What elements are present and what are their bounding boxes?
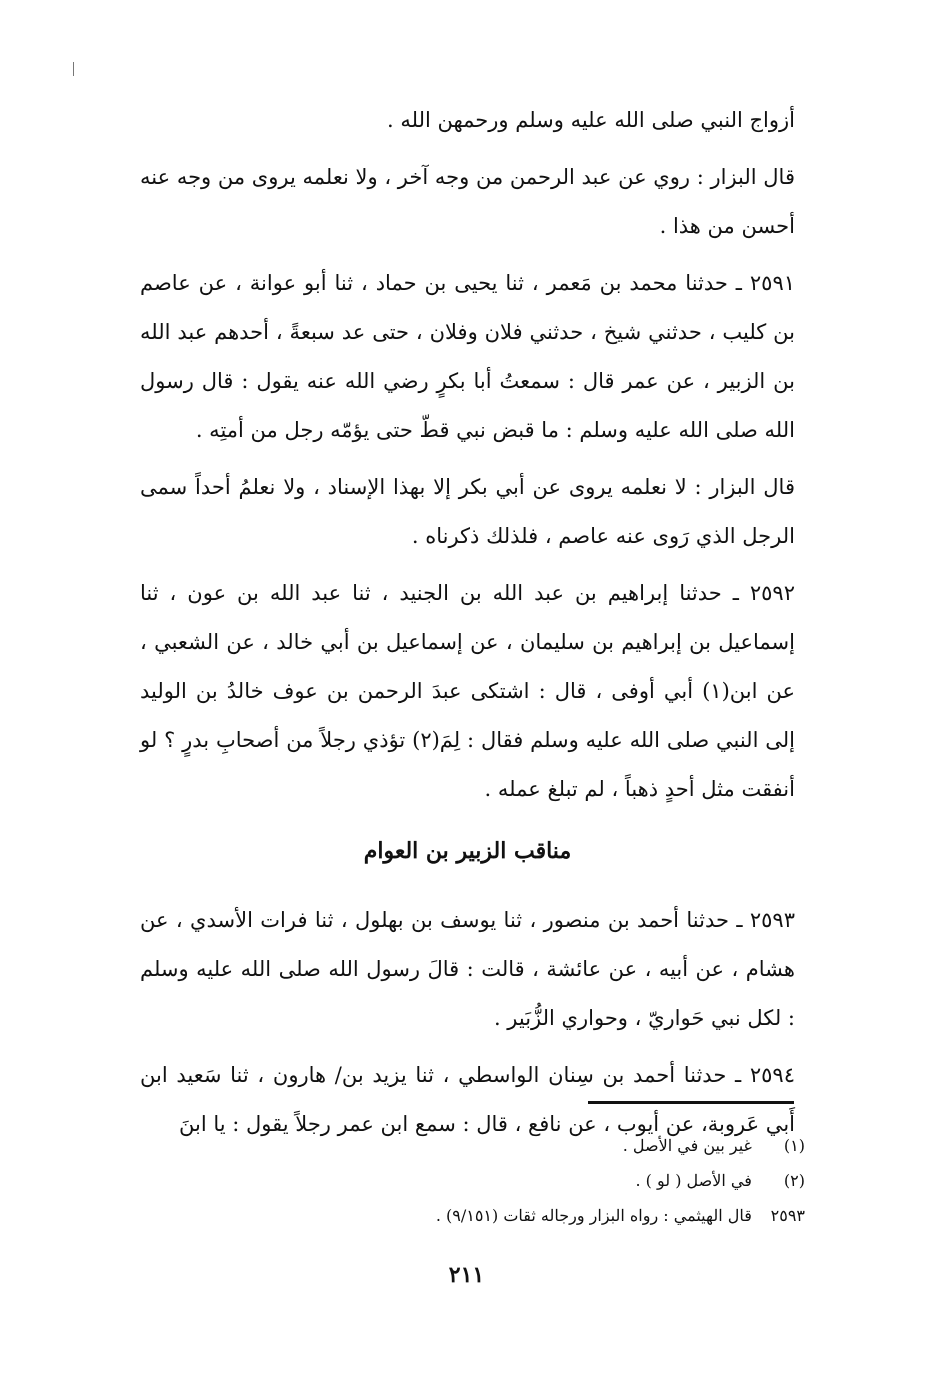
paragraph-2: قال البزار : روي عن عبد الرحمن من وجه آخر ، ولا نعلمه يروى من وجه عنه أحسن من هذا . (140, 165, 795, 238)
hadith-2593: ٢٥٩٣ ـ حدثنا أحمد بن منصور ، ثنا يوسف بن بهلول ، ثنا فرات الأسدي ، عن هشام ، عن أبيه ، عن عائشة ، قالت : قالَ رسول الله صلى الله عليه وسلم : لكل نبي حَواريّ ، وحواري الزُّبَير . (140, 908, 795, 1030)
footnote-text: في الأصل ( لو ) . (635, 1171, 752, 1190)
footnote-number: (٢) (783, 1171, 805, 1190)
main-text (140, 96, 795, 1157)
page-number: ٢١١ (448, 1262, 485, 1288)
section-heading: مناقب الزبير بن العوام (363, 838, 572, 864)
hadith-2592: ٢٥٩٢ ـ حدثنا إبراهيم بن عبد الله بن الجنيد ، ثنا عبد الله بن عون ، ثنا إسماعيل بن إبراهيم بن سليمان ، عن إسماعيل بن أبي خالد ، عن الشعبي ، عن ابن(١) أبي أوفى ، قال : اشتكى عبدَ الرحمن بن عوف خالدُ بن الوليد إلى النبي صلى الله عليه وسلم فقال : لِمَ(٢) تؤذي رجلاً من أصحابِ بدرٍ ؟ لو أنفقت مثل أحدٍ ذهباً ، لم تبلغ عمله . (140, 581, 796, 801)
footnote-text: غير بين في الأصل . (622, 1136, 752, 1155)
hadith-2594: ٢٥٩٤ ـ حدثنا أحمد بن سِنان الواسطي ، ثنا يزيد بن/ هارون ، ثنا سَعيد ابن أَبي عَروبة، عن أيوب ، عن نافع ، قال : سمع ابن عمر رجلاً يقول : يا ابنَ (140, 1063, 795, 1136)
paragraph-4: قال البزار : لا نعلمه يروى عن أبي بكر إلا بهذا الإسناد ، ولا نعلمُ أحداً سمى الرجل الذي رَوى عنه عاصم ، فلذلك ذكرناه . (140, 475, 795, 548)
hadith-2591: ٢٥٩١ ـ حدثنا محمد بن مَعمر ، ثنا يحيى بن حماد ، ثنا أبو عوانة ، عن عاصم بن كليب ، حدثني شيخ ، حدثني فلان وفلان ، حتى عد سبعةً ، أحدهم عبد الله بن الزبير ، عن عمر قال : سمعتُ أبا بكرٍ رضي الله عنه يقول : قال رسول الله صلى الله عليه وسلم : ما قبض نبي قطّ حتى يؤمّه رجل من أمتِه . (140, 271, 796, 442)
footnote-2 (300, 1163, 805, 1198)
footnotes (300, 1128, 805, 1233)
margin-mark (73, 62, 74, 76)
footnote-1 (300, 1128, 805, 1163)
footnote-3 (300, 1198, 805, 1233)
footnote-text: قال الهيثمي : رواه البزار ورجاله ثقات (٩/١٥١) . (435, 1206, 752, 1225)
footnote-divider (588, 1101, 794, 1104)
footnote-number: ٢٥٩٣ (770, 1206, 805, 1225)
footnote-number: (١) (783, 1136, 805, 1155)
paragraph-1: أزواج النبي صلى الله عليه وسلم ورحمهن الله . (387, 108, 795, 132)
